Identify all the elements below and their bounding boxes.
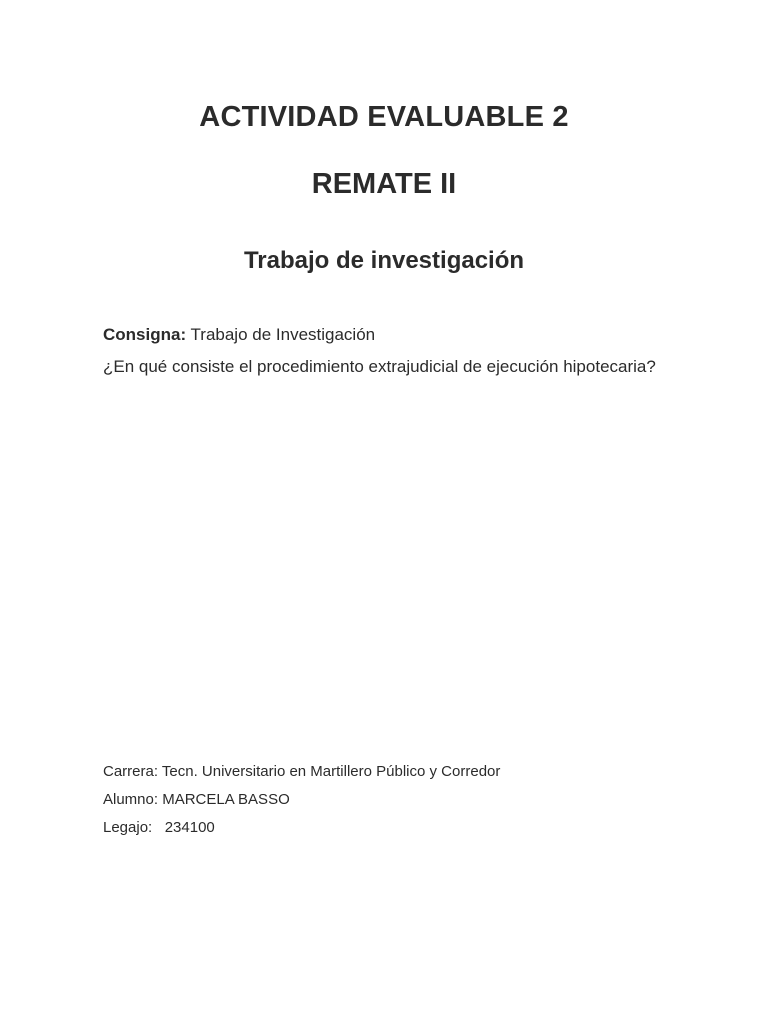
- legajo-line: Legajo: 234100: [103, 819, 215, 836]
- subject-title: REMATE II: [311, 168, 457, 200]
- document-subtitle: Trabajo de investigación: [243, 247, 525, 274]
- alumno-line: Alumno: MARCELA BASSO: [103, 791, 290, 808]
- research-question: ¿En qué consiste el procedimiento extrajudicial de ejecución hipotecaria?: [103, 357, 656, 376]
- consigna-line: [103, 325, 375, 345]
- consigna-label: Consigna:: [103, 325, 187, 344]
- consigna-value: Trabajo de Investigación: [186, 325, 376, 344]
- carrera-line: Carrera: Tecn. Universitario en Martillero Público y Corredor: [103, 763, 501, 780]
- document-title: ACTIVIDAD EVALUABLE 2: [199, 101, 569, 133]
